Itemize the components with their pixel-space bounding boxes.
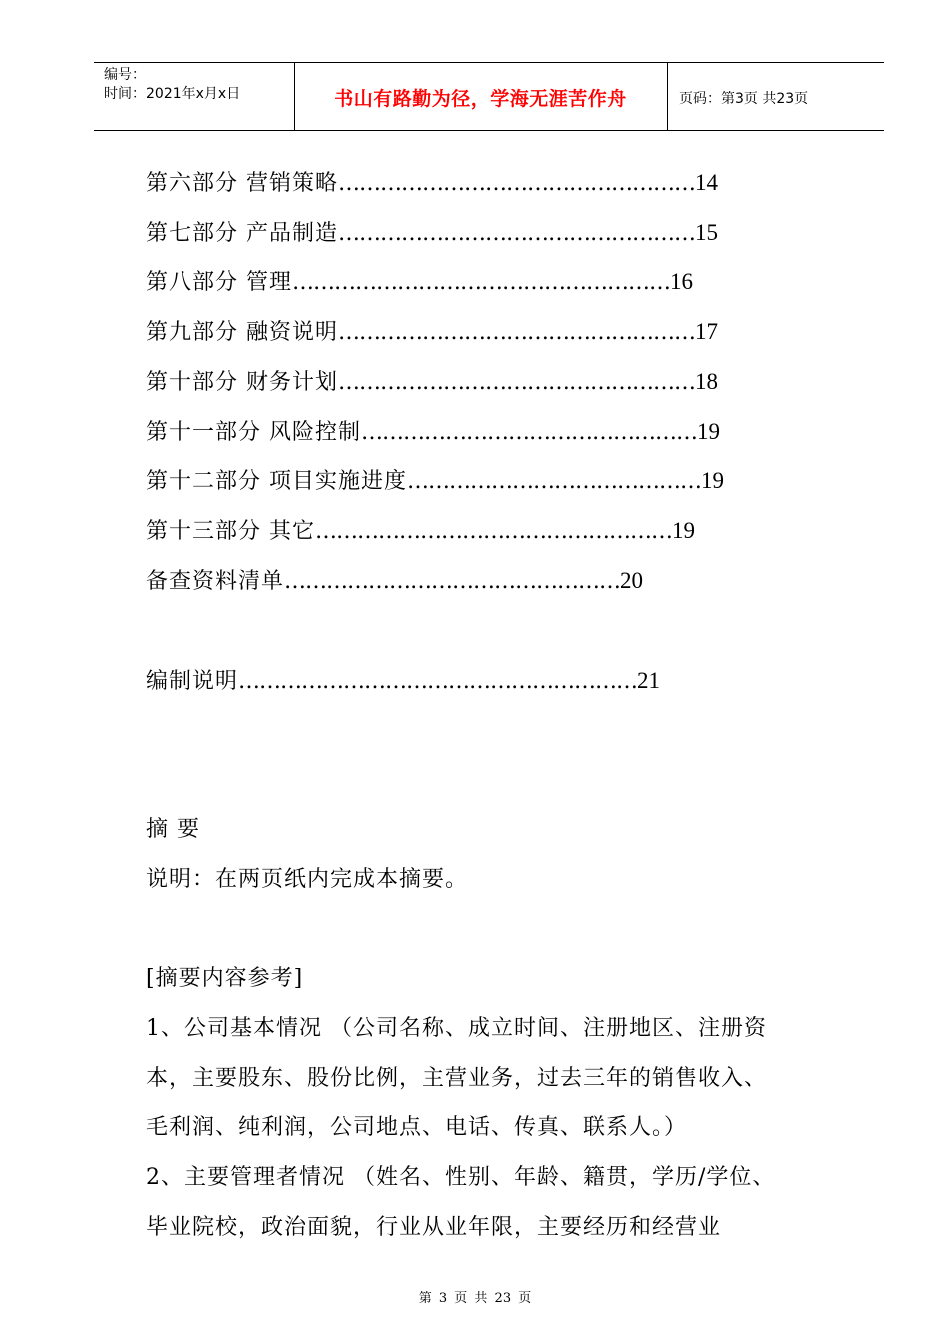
page-footer: 第 3 页 共 23 页 [418,1291,532,1306]
toc-leader: …………………………………………… [338,370,695,395]
toc-leader: ……………………………………………… [292,270,670,295]
toc-leader: …………………………………………… [315,519,672,544]
toc-page-number: 18 [695,369,718,394]
header-motto: 书山有路勤为径，学海无涯苦作舟 [334,88,627,110]
header-divider-right [667,62,668,130]
toc-label: 备查资料清单 [146,569,285,594]
toc-leader: ………………………………………… [284,569,621,594]
toc-label: 编制说明 [146,669,239,694]
toc-leader: ………………………………………… [361,420,697,445]
toc-leader: ………………………………………………… [238,669,638,694]
body-paragraph-line: 本，主要股东、股份比例，主营业务，过去三年的销售收入、 [146,1066,768,1091]
header-page-info: 页码：第3页 共23页 [679,91,809,107]
toc-label: 第七部分 产品制造 [146,221,338,246]
header-number-label: 编号： [104,67,146,83]
toc-page-number: 17 [695,319,718,344]
toc-entry [146,367,718,398]
toc-page-number: 19 [701,468,724,493]
toc-label: 第六部分 营销策略 [146,171,338,196]
toc-page-number: 16 [670,269,693,294]
reference-title: [摘要内容参考] [146,966,304,991]
toc-label: 第十二部分 项目实施进度 [146,469,407,494]
abstract-title: 摘 要 [146,817,200,842]
toc-entry [146,566,643,597]
toc-label: 第十一部分 风险控制 [146,420,361,445]
toc-page-number: 20 [620,568,644,593]
toc-label: 第十部分 财务计划 [146,370,338,395]
toc-entry [146,417,720,448]
header-top-rule [94,62,884,63]
toc-page-number: 21 [637,668,661,693]
toc-label: 第八部分 管理 [146,270,292,295]
toc-entry [146,516,695,547]
header-bottom-rule [94,130,884,131]
body-paragraph-line: 2、主要管理者情况 （姓名、性别、年龄、籍贯，学历/学位、 [146,1165,776,1190]
toc-leader: …………………………………………… [338,171,695,196]
toc-entry [146,466,724,497]
toc-entry [146,168,718,199]
toc-page-number: 19 [672,518,695,543]
toc-entry [146,666,660,697]
body-paragraph-line: 毛利润、纯利润，公司地点、电话、传真、联系人。） [146,1115,688,1140]
toc-page-number: 19 [697,419,720,444]
toc-leader: …………………………………… [407,469,701,494]
toc-leader: …………………………………………… [338,221,695,246]
toc-entry [146,218,718,249]
toc-leader: …………………………………………… [338,320,695,345]
toc-entry [146,317,718,348]
body-paragraph-line: 1、公司基本情况 （公司名称、成立时间、注册地区、注册资 [146,1016,767,1041]
toc-page-number: 15 [695,220,718,245]
header-meta [104,66,240,104]
header-time-label: 时间：2021年x月x日 [104,86,241,102]
toc-label: 第九部分 融资说明 [146,320,338,345]
toc-label: 第十三部分 其它 [146,519,315,544]
abstract-instruction: 说明：在两页纸内完成本摘要。 [146,867,469,892]
toc-entry [146,267,693,298]
body-paragraph-line: 毕业院校，政治面貌，行业从业年限，主要经历和经营业 [146,1215,722,1240]
toc-page-number: 14 [695,170,718,195]
